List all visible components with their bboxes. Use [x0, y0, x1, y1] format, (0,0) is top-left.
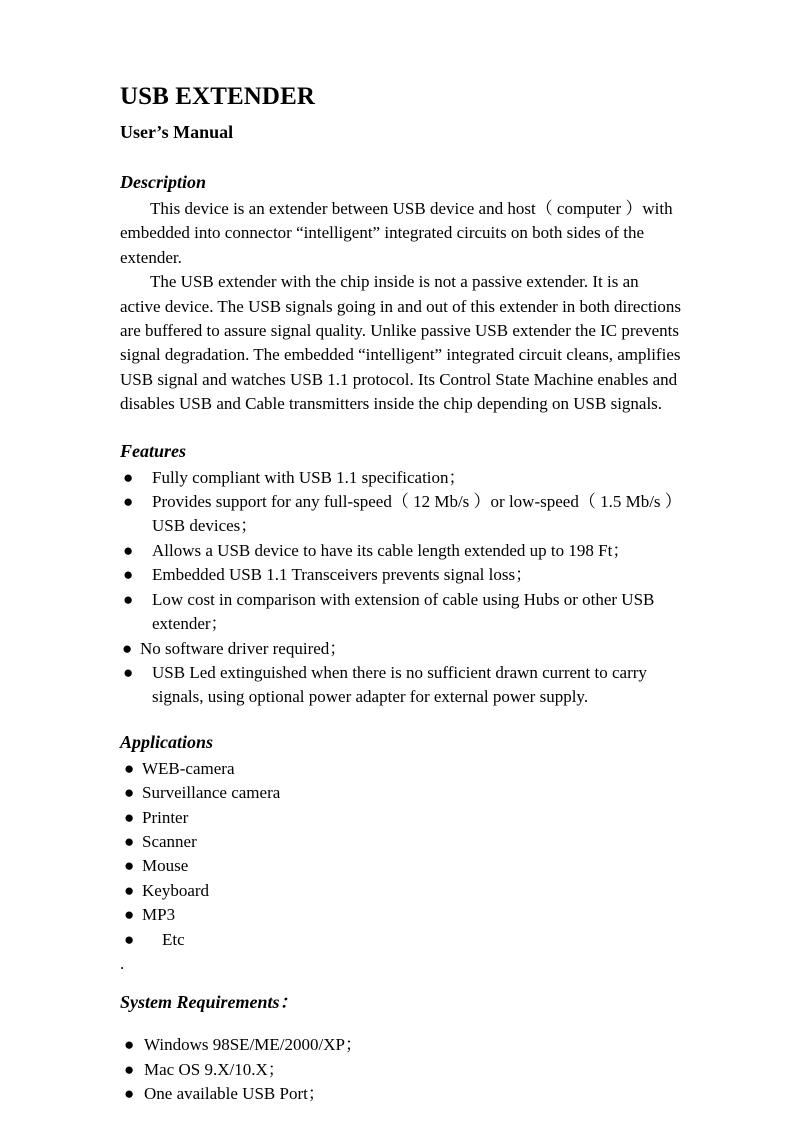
list-item-label: Mac OS 9.X/10.X；	[144, 1059, 285, 1079]
bullet-icon: ●	[123, 565, 134, 585]
list-item-label: No software driver required；	[140, 638, 347, 658]
list-item-label: USB Led extinguished when there is no sufficient drawn current to carry signals, using optional power adapter for external power supply.	[152, 662, 647, 707]
bullet-icon: ●	[124, 880, 135, 900]
list-item-label: Printer	[142, 807, 189, 827]
document-content	[120, 82, 682, 1107]
section-heading-description: Description	[120, 172, 207, 192]
description-paragraph-2: The USB extender with the chip inside is not a passive extender. It is an active device. The USB signals going in and out of this extender in both directions are buffered to assure signal quality. Unlike passive USB extender the IC prevents signal degradation. The embedded “intelligent” integrated circuit cleans, amplifies USB signal and watches USB 1.1 protocol. Its Control State Machine enables and disables USB and Cable transmitters inside the chip depending on USB signals.	[120, 272, 682, 414]
list-item	[120, 879, 682, 903]
list-item-label: Mouse	[142, 856, 189, 876]
page-title: USB EXTENDER	[120, 83, 315, 110]
list-item	[120, 563, 682, 587]
list-item	[120, 466, 682, 490]
bullet-icon: ●	[124, 856, 135, 876]
list-item	[120, 637, 682, 661]
bullet-icon: ●	[123, 589, 134, 609]
list-item	[120, 539, 682, 563]
list-item	[120, 1033, 682, 1057]
list-item-label: MP3	[142, 905, 176, 925]
section-heading-applications: Applications	[120, 731, 214, 752]
bullet-icon: ●	[123, 540, 134, 560]
list-item	[120, 757, 682, 781]
list-item	[120, 854, 682, 878]
bullet-icon: ●	[124, 1059, 135, 1079]
list-item-label: Etc	[162, 929, 185, 949]
bullet-icon: ●	[124, 831, 135, 851]
section-heading-features: Features	[120, 440, 187, 461]
list-item	[120, 781, 682, 805]
description-paragraph-1: This device is an extender between USB device and host（ computer ）with embedded into connector “intelligent” integrated circuits on both sides of the extender.	[120, 199, 673, 267]
list-item-label: Allows a USB device to have its cable length extended up to 198 Ft；	[152, 540, 630, 560]
bullet-icon: ●	[124, 807, 135, 827]
spacer	[120, 710, 682, 730]
bullet-icon: ●	[123, 492, 134, 512]
list-item-label: Scanner	[142, 831, 197, 851]
bullet-icon: ●	[124, 1035, 135, 1055]
list-item-label: Keyboard	[142, 880, 210, 900]
list-item	[120, 588, 682, 637]
list-item	[120, 490, 682, 539]
section-heading-system-requirements: System Requirements：	[120, 992, 298, 1013]
list-item	[120, 903, 682, 927]
document-subtitle: User’s Manual	[120, 122, 234, 142]
list-item-label: One available USB Port；	[144, 1084, 325, 1104]
spacer	[120, 976, 682, 990]
list-item	[120, 1082, 682, 1106]
list-item	[120, 830, 682, 854]
list-item-label: Embedded USB 1.1 Transceivers prevents signal loss；	[152, 565, 533, 585]
list-item-label: Provides support for any full-speed（ 12 Mb/s ）or low-speed（ 1.5 Mb/s ）USB devices；	[152, 492, 682, 536]
list-item	[120, 1058, 682, 1082]
spacer	[120, 417, 682, 439]
bullet-icon: ●	[124, 929, 135, 949]
system-requirements-list	[120, 1033, 682, 1106]
features-list	[120, 466, 682, 710]
spacer	[120, 1017, 682, 1033]
list-item-label: Surveillance camera	[142, 783, 281, 803]
bullet-icon: ●	[124, 1084, 135, 1104]
bullet-icon: ●	[124, 783, 135, 803]
applications-list	[120, 757, 682, 952]
list-item	[120, 661, 682, 710]
list-item	[120, 928, 682, 952]
list-item-label: Low cost in comparison with extension of cable using Hubs or other USB extender；	[152, 589, 655, 634]
list-item-label: Fully compliant with USB 1.1 specification；	[152, 467, 466, 487]
list-item-label: WEB-camera	[142, 758, 235, 778]
bullet-icon: ●	[124, 905, 135, 925]
bullet-icon: ●	[123, 662, 134, 682]
bullet-icon: ●	[123, 467, 134, 487]
bullet-icon: ●	[124, 758, 135, 778]
trailing-period-mark: .	[120, 953, 125, 973]
list-item-label: Windows 98SE/ME/2000/XP；	[144, 1035, 362, 1055]
list-item	[120, 806, 682, 830]
bullet-icon: ●	[122, 638, 133, 658]
